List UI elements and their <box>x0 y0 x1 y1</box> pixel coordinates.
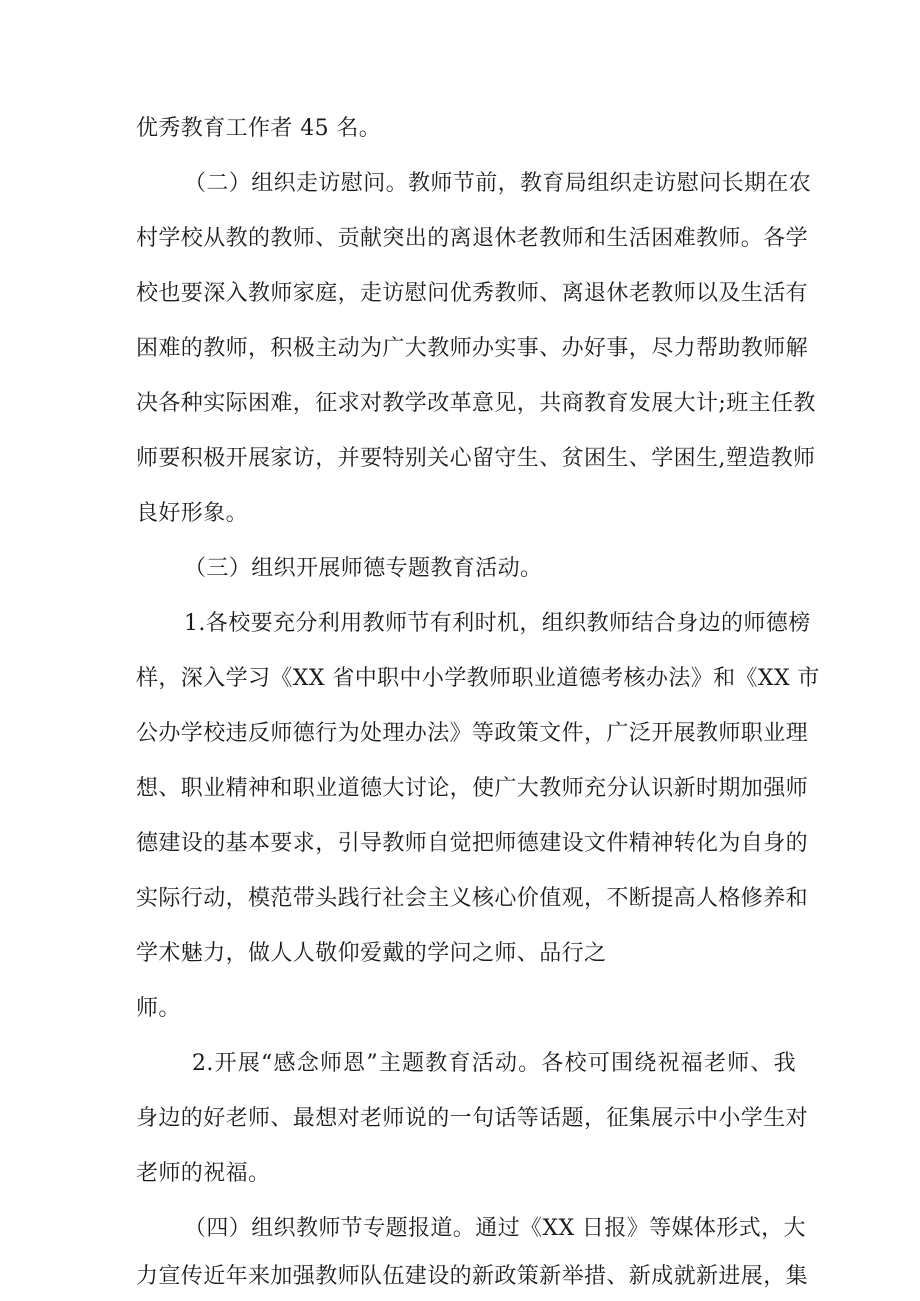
text-line-11: 样，深入学习《XX 省中职中小学教师职业道德考核办法》和《XX 市 <box>136 666 820 691</box>
item-one-first-line: 1.各校要充分利用教师节有利时机，组织教师结合身边的师德榜 <box>184 611 811 636</box>
text-line-4: 校也要深入教师家庭，走访慰问优秀教师、离退休老教师以及生活有 <box>136 281 809 306</box>
text-line-15: 实际行动，模范带头践行社会主义核心价值观，不断提高人格修养和 <box>136 886 809 911</box>
text-line-6: 决各种实际困难，征求对教学改革意见，共商教育发展大计;班主任教 <box>136 391 816 416</box>
item-two-first-line: 2.开展“感念师恩”主题教育活动。各校可围绕祝福老师、我 <box>192 1051 796 1076</box>
section-four-heading-line: （四）组织教师节专题报道。通过《XX 日报》等媒体形式，大 <box>184 1216 806 1241</box>
text-line-3: 村学校从教的教师、贡献突出的离退休老教师和生活困难教师。各学 <box>136 226 809 251</box>
text-line-5: 困难的教师，积极主动为广大教师办实事、办好事，尽力帮助教师解 <box>136 336 809 361</box>
text-line-7: 师要积极开展家访，并要特别关心留守生、贫困生、学困生,塑造教师 <box>136 446 816 471</box>
text-line-13: 想、职业精神和职业道德大讨论，使广大教师充分认识新时期加强师 <box>136 776 809 801</box>
text-line-1: 优秀教育工作者 45 名。 <box>136 116 382 141</box>
section-two-heading-line: （二）组织走访慰问。教师节前，教育局组织走访慰问长期在农 <box>184 171 812 196</box>
text-line-22: 力宣传近年来加强教师队伍建设的新政策新举措、新成就新进展，集 <box>136 1264 809 1289</box>
text-line-20: 老师的祝福。 <box>136 1161 271 1186</box>
text-line-8: 良好形象。 <box>136 501 249 526</box>
text-line-17: 师。 <box>136 996 181 1021</box>
text-line-19: 身边的好老师、最想对老师说的一句话等话题，征集展示中小学生对 <box>136 1106 809 1131</box>
text-line-16: 学术魅力，做人人敬仰爱戴的学问之师、品行之 <box>136 941 607 966</box>
text-line-14: 德建设的基本要求，引导教师自觉把师德建设文件精神转化为自身的 <box>136 831 809 856</box>
section-three-heading: （三）组织开展师德专题教育活动。 <box>184 556 543 581</box>
text-line-12: 公办学校违反师德行为处理办法》等政策文件，广泛开展教师职业理 <box>136 721 809 746</box>
